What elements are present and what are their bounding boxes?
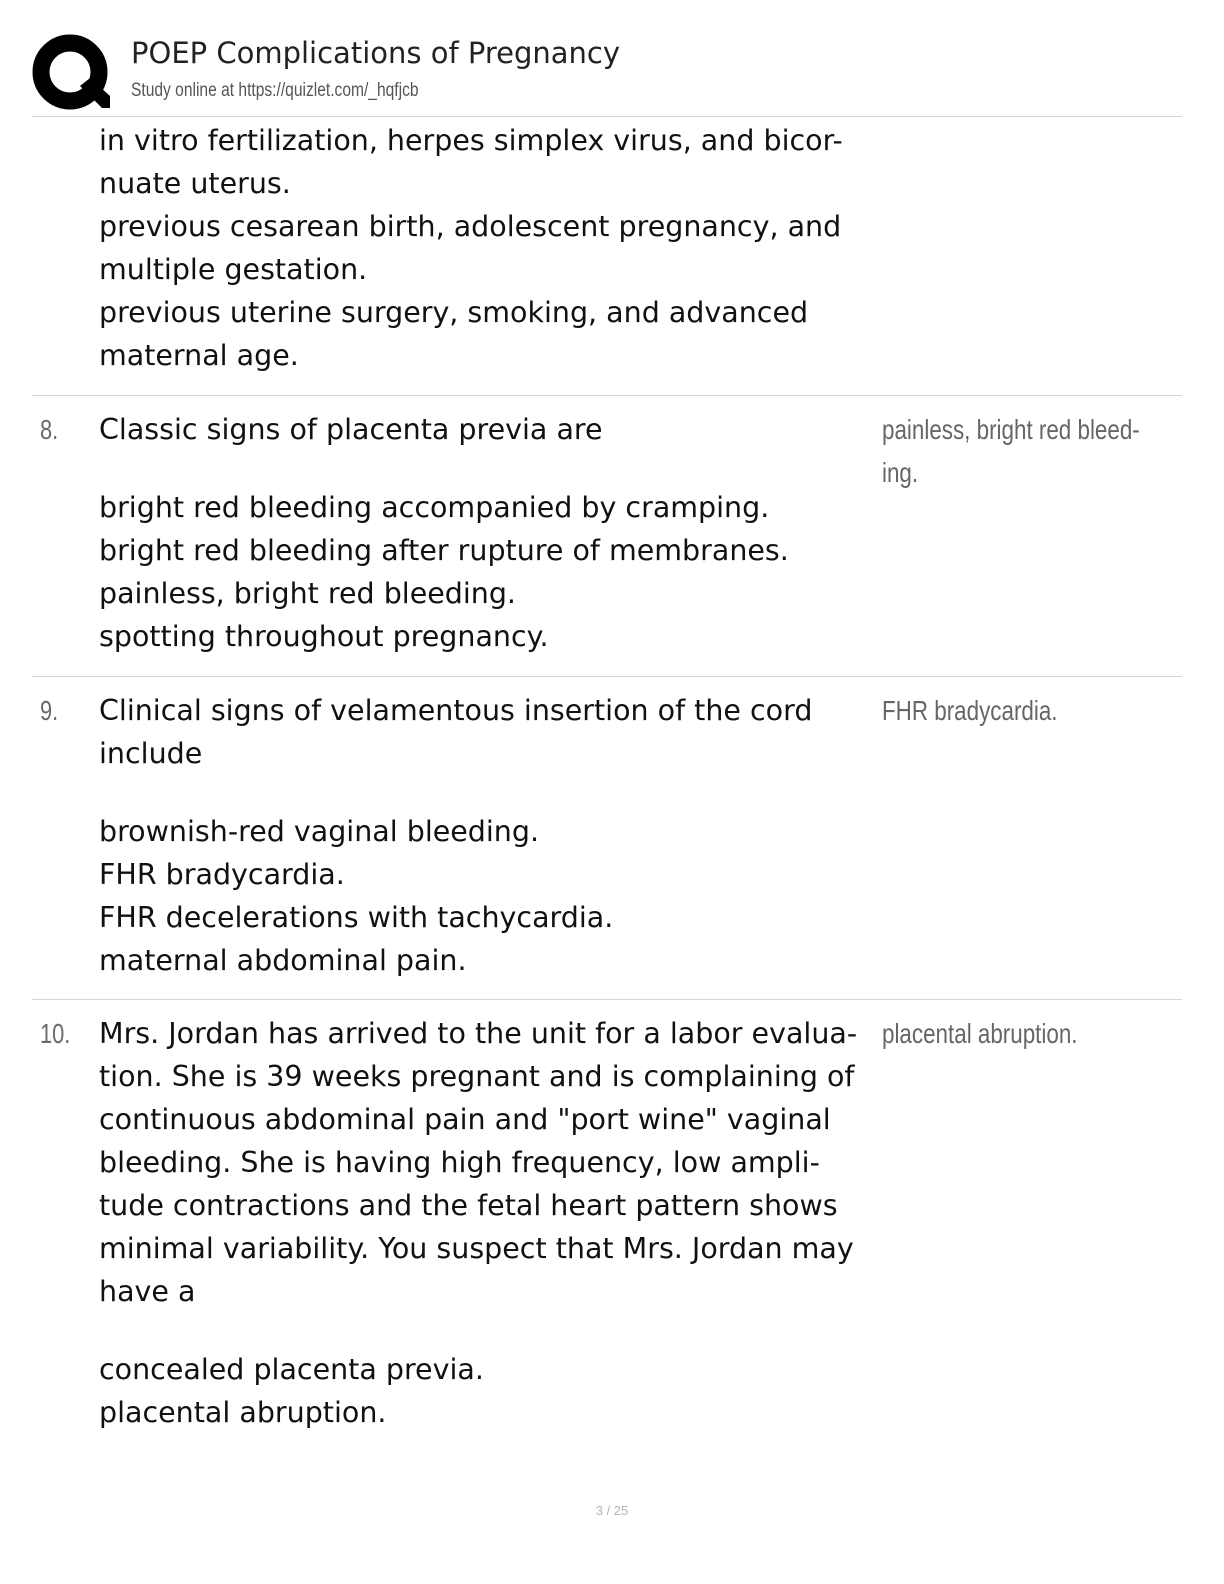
quizlet-logo-icon xyxy=(32,34,112,114)
option-line: in vitro fertilization, herpes simplex virus, and bicor- xyxy=(99,124,843,157)
card-question xyxy=(99,689,889,982)
card-divider xyxy=(32,395,1182,396)
option-line: previous cesarean birth, adolescent pregnancy, and xyxy=(99,210,842,243)
card-divider xyxy=(32,999,1182,1000)
document-title: POEP Complications of Pregnancy xyxy=(131,36,621,70)
card-divider xyxy=(32,676,1182,677)
card-number: 9. xyxy=(40,695,59,726)
option-line: FHR decelerations with tachycardia. xyxy=(99,901,614,934)
page-indicator: 3 / 25 xyxy=(595,1503,629,1518)
question-line: bleeding. She is having high frequency, low ampli- xyxy=(99,1146,820,1179)
answer-line: FHR bradycardia. xyxy=(882,695,1058,726)
option-line: bright red bleeding accompanied by cramping. xyxy=(99,491,770,524)
answer-line: painless, bright red bleed- xyxy=(882,414,1140,445)
option-line: previous uterine surgery, smoking, and advanced xyxy=(99,296,809,329)
option-line: maternal abdominal pain. xyxy=(99,944,467,977)
card-answer xyxy=(882,689,1058,732)
study-online-link[interactable]: Study online at https://quizlet.com/_hqfjcb xyxy=(131,80,419,101)
option-line: maternal age. xyxy=(99,339,299,372)
question-line: tion. She is 39 weeks pregnant and is complaining of xyxy=(99,1060,855,1093)
option-line: concealed placenta previa. xyxy=(99,1353,484,1386)
option-line: brownish-red vaginal bleeding. xyxy=(99,815,540,848)
option-line: spotting throughout pregnancy. xyxy=(99,620,549,653)
continued-option-list xyxy=(99,119,889,377)
question-line: Mrs. Jordan has arrived to the unit for a labor evalua- xyxy=(99,1017,858,1050)
question-line: have a xyxy=(99,1275,196,1308)
question-line: minimal variability. You suspect that Mrs. Jordan may xyxy=(99,1232,854,1265)
card-answer xyxy=(882,1012,1078,1055)
card-number: 10. xyxy=(40,1018,71,1049)
answer-line: ing. xyxy=(882,457,919,488)
option-line: painless, bright red bleeding. xyxy=(99,577,516,610)
option-line: multiple gestation. xyxy=(99,253,368,286)
option-line: bright red bleeding after rupture of membranes. xyxy=(99,534,789,567)
header-divider xyxy=(32,116,1182,117)
card-question xyxy=(99,408,889,658)
option-line: FHR bradycardia. xyxy=(99,858,345,891)
question-line: Classic signs of placenta previa are xyxy=(99,413,603,446)
question-line: tude contractions and the fetal heart pattern shows xyxy=(99,1189,838,1222)
question-line: continuous abdominal pain and "port wine" vaginal xyxy=(99,1103,831,1136)
question-line: Clinical signs of velamentous insertion of the cord xyxy=(99,694,813,727)
option-line: nuate uterus. xyxy=(99,167,291,200)
card-number: 8. xyxy=(40,414,59,445)
question-line: include xyxy=(99,737,203,770)
card-question xyxy=(99,1012,889,1434)
card-answer xyxy=(882,408,1140,494)
answer-line: placental abruption. xyxy=(882,1018,1078,1049)
page-header xyxy=(32,30,1182,116)
option-line: placental abruption. xyxy=(99,1396,387,1429)
